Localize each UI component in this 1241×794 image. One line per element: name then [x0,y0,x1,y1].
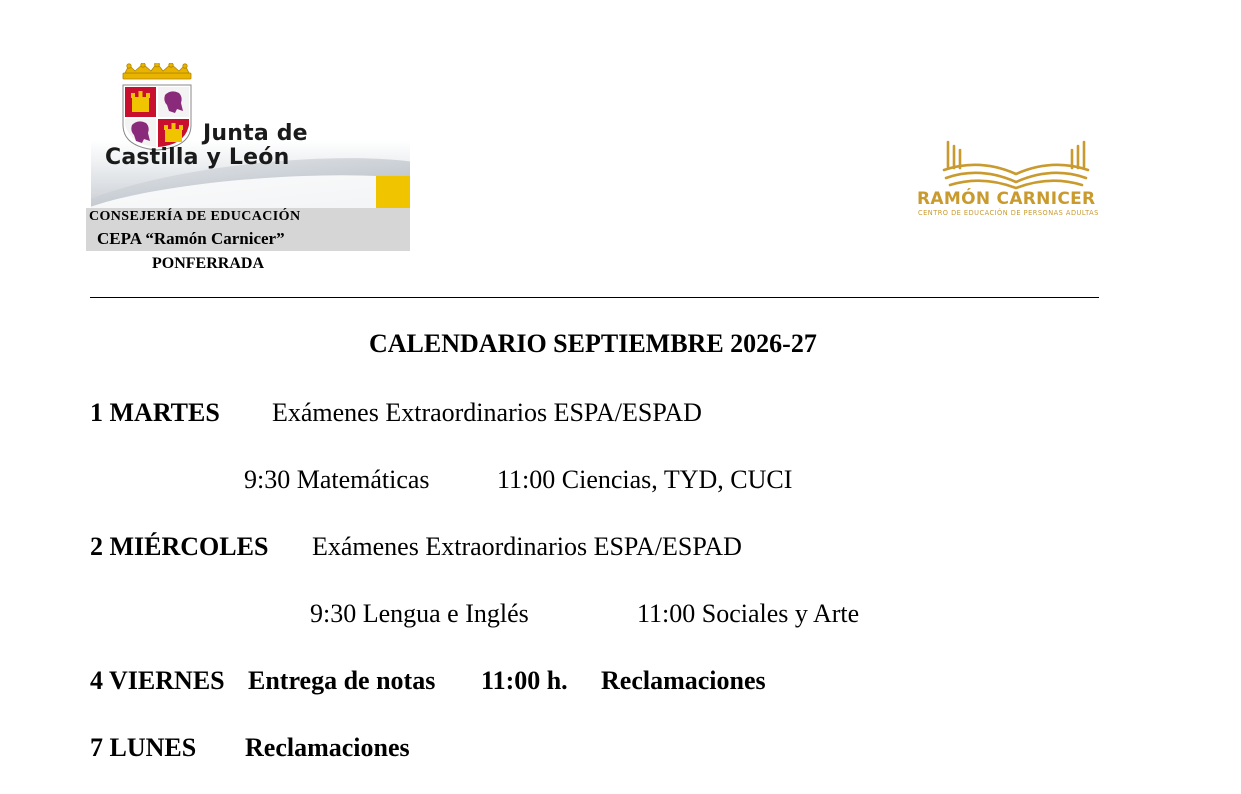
header-separator [90,297,1099,298]
entry-day: 2 MIÉRCOLES [90,532,269,561]
city-label: PONFERRADA [152,255,264,272]
entry-time: 9:30 Matemáticas [244,465,430,494]
coat-of-arms-icon [121,63,193,151]
entry-extra: Reclamaciones [601,666,766,695]
junta-castilla-leon-logo [91,58,410,208]
consejeria-label: CONSEJERÍA DE EDUCACIÓN [89,209,301,224]
entry-time: 11:00 h. [481,666,568,695]
entry-text: Entrega de notas [248,666,436,695]
entry-text: Reclamaciones [245,733,410,762]
logo-yellow-block [376,176,410,208]
ramon-carnicer-name: RAMÓN CARNICER [917,189,1096,209]
entry-day: 7 LUNES [90,733,197,762]
entry-time: 11:00 Ciencias, TYD, CUCI [497,465,793,494]
entry-day: 1 MARTES [90,398,220,427]
entry-text: Exámenes Extraordinarios ESPA/ESPAD [272,398,702,427]
ramon-carnicer-subtitle: CENTRO DE EDUCACIÓN DE PERSONAS ADULTAS [918,209,1099,217]
entry-time: 11:00 Sociales y Arte [637,599,860,628]
cepa-label: CEPA “Ramón Carnicer” [97,229,285,248]
page-title: CALENDARIO SEPTIEMBRE 2026-27 [369,329,817,358]
entry-time: 9:30 Lengua e Inglés [310,599,529,628]
junta-logo-line2: Castilla y León [105,145,290,170]
junta-logo-line1: Junta de [203,121,308,146]
entry-day: 4 VIERNES [90,666,225,695]
entry-text: Exámenes Extraordinarios ESPA/ESPAD [312,532,742,561]
ramon-carnicer-logo [912,136,1122,222]
open-book-icon [940,138,1092,190]
